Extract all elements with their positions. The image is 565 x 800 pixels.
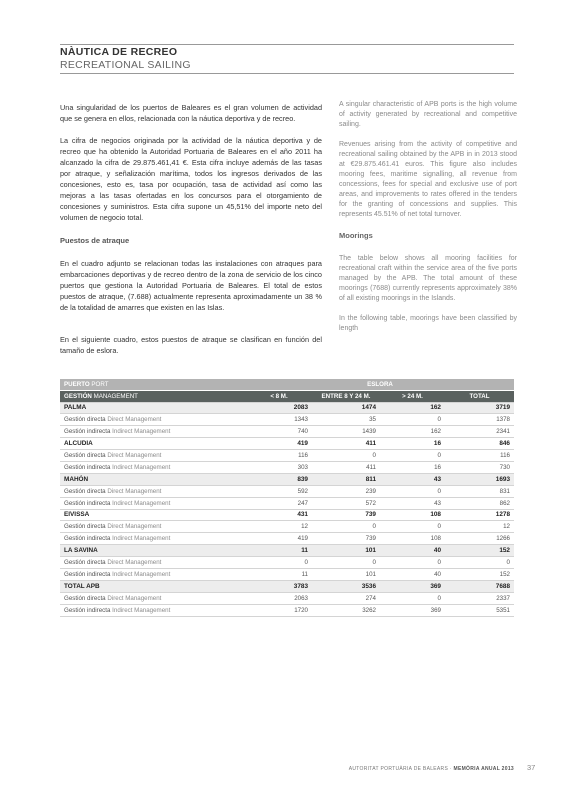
table-row xyxy=(60,438,514,450)
english-paragraph-3: The table below shows all mooring facilities for recreational craft within the service area of the five ports managed by the APB. The total amount of these moorings (7688) currently represents approximately 38% of all existing moorings in the Islands. xyxy=(339,255,517,302)
spanish-paragraph-2: La cifra de negocios originada por la actividad de la náutica deportiva y de recreo que ha obtenido la Autoridad Portuaria de Baleares en el año 2011 ha alcanzado la cifra de 29.875.461,41 €. Esta cifra incluye además de las tasas por atraque, y señalización marítima, todos los ingresos derivados de las concesiones, esto es, tasa por ocupación, tasa de actividad así como las mejoras a las tasas ofertadas en los concursos para el otorgamiento de concesiones y suministros. Esta cifra supone un 45,51% del importe neto del volumen de negocio total. xyxy=(60,136,322,222)
table-cell: 101 xyxy=(312,545,380,557)
english-paragraph-2: Revenues arising from the activity of competitive and recreational sailing obtained by the APB in in 2013 stood at €29.875.461.41 euros. This figure also includes mooring fees, maritime signalling, all revenue from concessions, fees for special and exclusive use of port areas, and improvements to rates offered in the tenders for the granting of concessions and supplies. This represents 45.51% of net total turnover. xyxy=(339,141,517,218)
table-subrow xyxy=(60,461,514,473)
english-paragraph-4: In the following table, moorings have been classified by length xyxy=(339,315,517,332)
footer-separator: · xyxy=(449,766,452,772)
table-subrow xyxy=(60,485,514,497)
port-name: MAHÓN xyxy=(60,473,246,485)
management-label: Gestión directa Direct Management xyxy=(60,521,246,533)
management-label: Gestión indirecta Indirect Management xyxy=(60,461,246,473)
table-cell: 411 xyxy=(312,461,380,473)
management-label: Gestión indirecta Indirect Management xyxy=(60,604,246,616)
spanish-paragraph-1: Una singularidad de los puertos de Baleares es el gran volumen de actividad que se genera en ellos, relacionada con la náutica deportiva y de recreo. xyxy=(60,103,322,123)
top-rule xyxy=(60,44,514,45)
header-port: PUERTO PORT xyxy=(60,379,246,390)
table-row xyxy=(60,473,514,485)
table-subrow xyxy=(60,450,514,462)
table-cell: 108 xyxy=(380,509,445,521)
table-cell: 2063 xyxy=(246,592,312,604)
header-over-24m: > 24 M. xyxy=(380,390,445,402)
table-cell: 411 xyxy=(312,438,380,450)
table-cell: 1266 xyxy=(445,533,514,545)
table-cell: 739 xyxy=(312,509,380,521)
table-cell: 369 xyxy=(380,604,445,616)
header-8-to-24m: ENTRE 8 Y 24 M. xyxy=(312,390,380,402)
management-label: Gestión indirecta Indirect Management xyxy=(60,568,246,580)
table-header-row-2 xyxy=(60,390,514,402)
table-cell: 162 xyxy=(380,402,445,414)
port-name: TOTAL APB xyxy=(60,580,246,592)
table-cell: 572 xyxy=(312,497,380,509)
table-cell: 0 xyxy=(312,450,380,462)
table-cell: 7688 xyxy=(445,580,514,592)
table-cell: 592 xyxy=(246,485,312,497)
table-cell: 239 xyxy=(312,485,380,497)
table-subrow xyxy=(60,557,514,569)
english-column xyxy=(339,100,517,334)
table-cell: 1720 xyxy=(246,604,312,616)
table-cell: 108 xyxy=(380,533,445,545)
table-row xyxy=(60,545,514,557)
table-cell: 2337 xyxy=(445,592,514,604)
table-subrow xyxy=(60,604,514,616)
header-total: TOTAL xyxy=(445,390,514,402)
table-cell: 0 xyxy=(380,592,445,604)
table-subrow xyxy=(60,414,514,426)
management-label: Gestión directa Direct Management xyxy=(60,592,246,604)
table-cell: 247 xyxy=(246,497,312,509)
table-subrow xyxy=(60,521,514,533)
section-title-english: RECREATIONAL SAILING xyxy=(60,59,191,71)
table-cell: 16 xyxy=(380,438,445,450)
table-cell: 2341 xyxy=(445,426,514,438)
table-cell: 2083 xyxy=(246,402,312,414)
table-cell: 839 xyxy=(246,473,312,485)
spanish-heading-moorings: Puestos de atraque xyxy=(60,236,130,245)
page-footer xyxy=(290,766,514,772)
table-cell: 274 xyxy=(312,592,380,604)
management-label: Gestión indirecta Indirect Management xyxy=(60,497,246,509)
table-cell: 0 xyxy=(312,521,380,533)
port-name: ALCUDIA xyxy=(60,438,246,450)
spanish-paragraph-4: En el siguiente cuadro, estos puestos de atraque se clasifican en función del tamaño de eslora. xyxy=(60,335,322,355)
table-cell: 116 xyxy=(246,450,312,462)
table-cell: 40 xyxy=(380,545,445,557)
table-cell: 11 xyxy=(246,545,312,557)
table-row xyxy=(60,402,514,414)
table-cell: 5351 xyxy=(445,604,514,616)
table-subrow xyxy=(60,533,514,545)
table-cell: 0 xyxy=(246,557,312,569)
header-management: GESTIÓN MANAGEMENT xyxy=(60,390,246,402)
table-cell: 1278 xyxy=(445,509,514,521)
management-label: Gestión indirecta Indirect Management xyxy=(60,426,246,438)
table-cell: 16 xyxy=(380,461,445,473)
table-cell: 12 xyxy=(445,521,514,533)
table-cell: 419 xyxy=(246,438,312,450)
table-cell: 862 xyxy=(445,497,514,509)
table-subrow xyxy=(60,568,514,580)
table-cell: 831 xyxy=(445,485,514,497)
table-cell: 811 xyxy=(312,473,380,485)
table-subrow xyxy=(60,426,514,438)
table-cell: 152 xyxy=(445,545,514,557)
management-label: Gestión directa Direct Management xyxy=(60,557,246,569)
table-cell: 1693 xyxy=(445,473,514,485)
table-cell: 730 xyxy=(445,461,514,473)
table-cell: 11 xyxy=(246,568,312,580)
table-cell: 431 xyxy=(246,509,312,521)
table-cell: 0 xyxy=(380,557,445,569)
english-paragraph-1: A singular characteristic of APB ports is the high volume of activity generated by recreational and competitive sailing. xyxy=(339,101,517,128)
port-name: LA SAVINA xyxy=(60,545,246,557)
management-label: Gestión directa Direct Management xyxy=(60,450,246,462)
table-cell: 152 xyxy=(445,568,514,580)
port-name: PALMA xyxy=(60,402,246,414)
page-number: 37 xyxy=(527,763,536,772)
table-cell: 0 xyxy=(380,521,445,533)
table-cell: 739 xyxy=(312,533,380,545)
table-cell: 740 xyxy=(246,426,312,438)
table-cell: 0 xyxy=(312,557,380,569)
table-cell: 0 xyxy=(445,557,514,569)
table-cell: 43 xyxy=(380,473,445,485)
footer-report: MEMÒRIA ANUAL 2013 xyxy=(453,766,514,772)
footer-org: AUTORITAT PORTUÀRIA DE BALEARS xyxy=(348,766,449,772)
header-eslora: ESLORA xyxy=(246,379,514,390)
port-name: EIVISSA xyxy=(60,509,246,521)
table-row xyxy=(60,509,514,521)
table-cell: 0 xyxy=(380,414,445,426)
table-cell: 12 xyxy=(246,521,312,533)
table-header-row-1 xyxy=(60,379,514,390)
table-cell: 369 xyxy=(380,580,445,592)
title-rule xyxy=(60,73,514,74)
management-label: Gestión directa Direct Management xyxy=(60,485,246,497)
table-cell: 3719 xyxy=(445,402,514,414)
table-cell: 3262 xyxy=(312,604,380,616)
spanish-column xyxy=(60,102,322,356)
spanish-paragraph-3: En el cuadro adjunto se relacionan todas las instalaciones con atraques para embarcaciones deportivas y de recreo dentro de la zona de servicio de los cinco puertos que gestiona la Autoridad Portuaria de Baleares. El total de estos puestos de atraque, (7.688) actualmente representa aproximadamente un 38 % de la totalidad de amarres que existen en las Islas. xyxy=(60,259,322,312)
table-subrow xyxy=(60,497,514,509)
table-cell: 0 xyxy=(380,450,445,462)
table-cell: 101 xyxy=(312,568,380,580)
table-cell: 35 xyxy=(312,414,380,426)
table-cell: 303 xyxy=(246,461,312,473)
table-cell: 0 xyxy=(380,485,445,497)
table-cell: 116 xyxy=(445,450,514,462)
table-subrow xyxy=(60,592,514,604)
management-label: Gestión indirecta Indirect Management xyxy=(60,533,246,545)
table-cell: 1474 xyxy=(312,402,380,414)
english-heading-moorings: Moorings xyxy=(339,231,373,240)
table-row xyxy=(60,580,514,592)
moorings-table xyxy=(60,379,514,617)
management-label: Gestión directa Direct Management xyxy=(60,414,246,426)
table-cell: 419 xyxy=(246,533,312,545)
table-cell: 162 xyxy=(380,426,445,438)
table-cell: 1343 xyxy=(246,414,312,426)
table-cell: 1439 xyxy=(312,426,380,438)
section-title: NÀUTICA DE RECREO xyxy=(60,46,178,58)
table-cell: 40 xyxy=(380,568,445,580)
table-cell: 1378 xyxy=(445,414,514,426)
header-under-8m: < 8 M. xyxy=(246,390,312,402)
table-cell: 846 xyxy=(445,438,514,450)
table-cell: 3783 xyxy=(246,580,312,592)
table-cell: 43 xyxy=(380,497,445,509)
table-cell: 3536 xyxy=(312,580,380,592)
